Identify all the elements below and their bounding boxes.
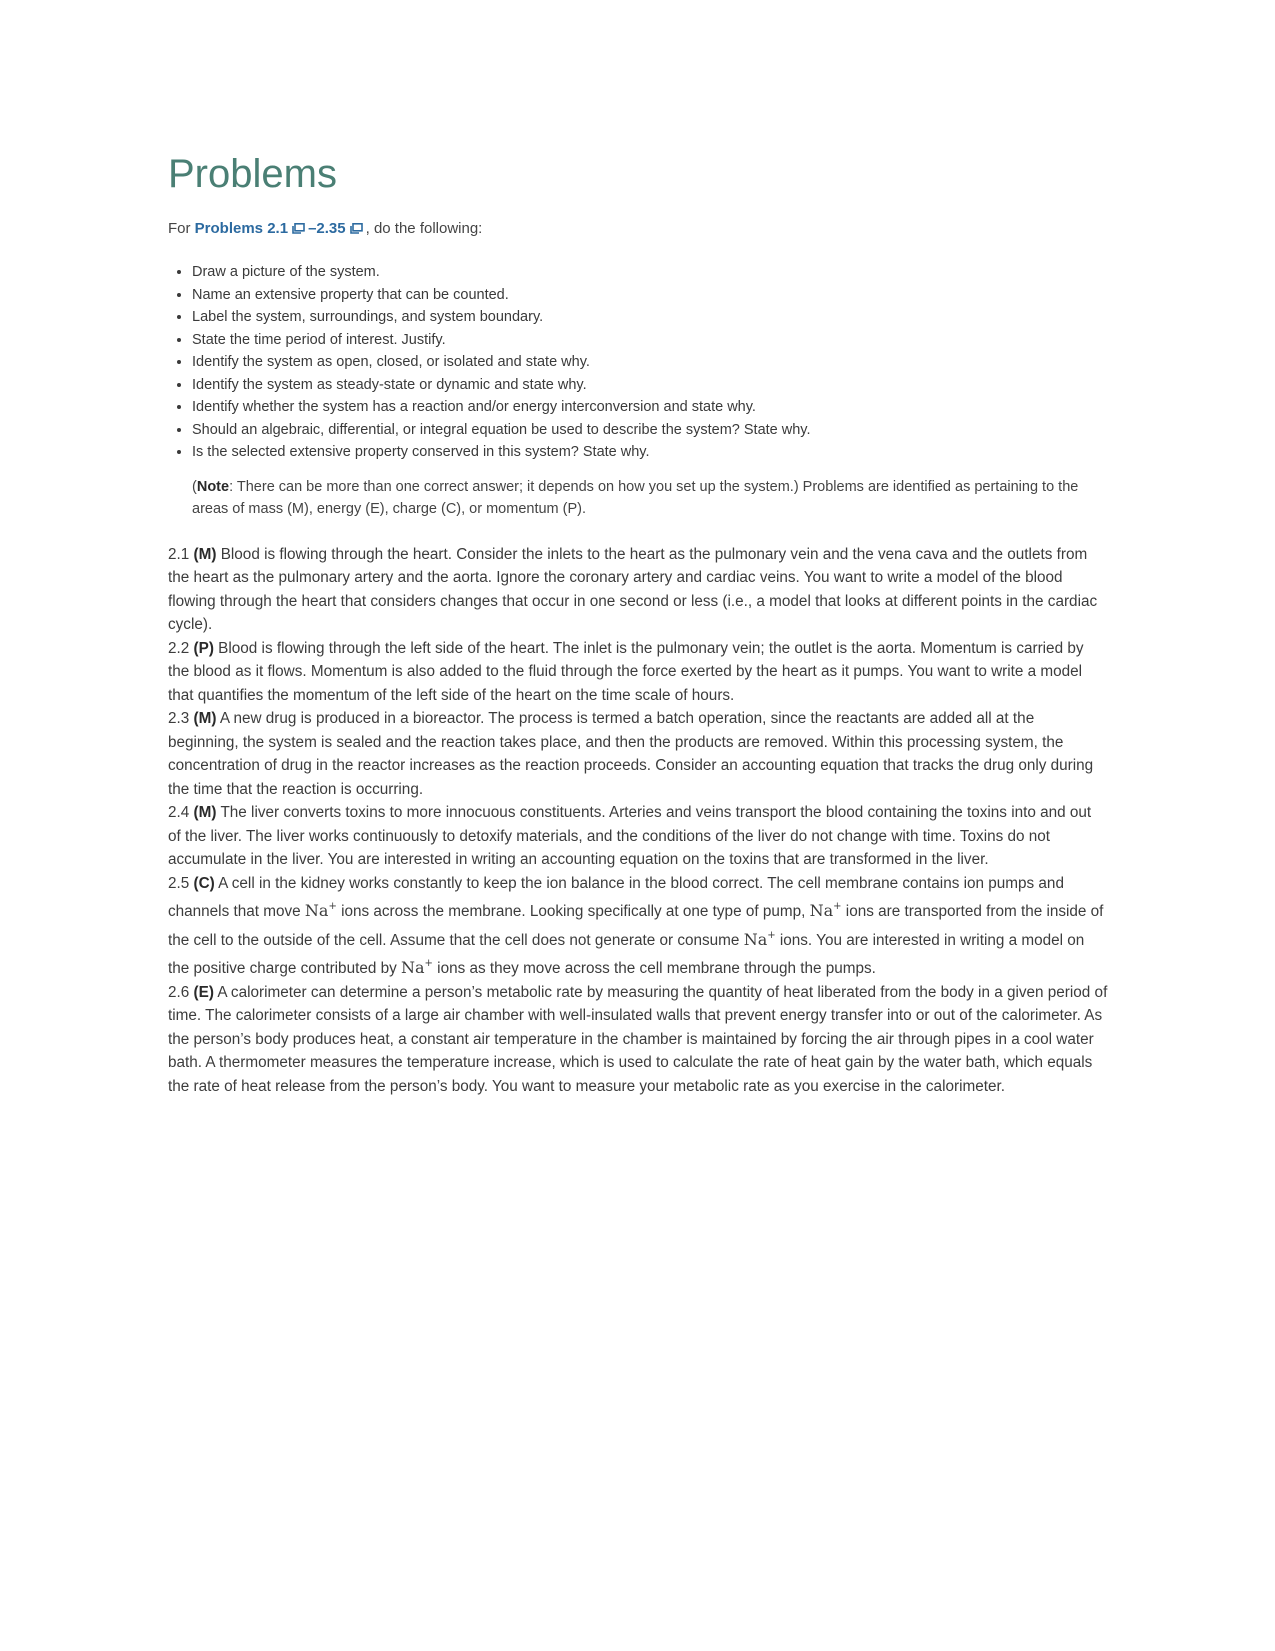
problem-2-2: [168, 637, 1108, 708]
list-item: • State the time period of interest. Justify.: [192, 329, 1108, 352]
problem-number: 2.2: [168, 639, 190, 657]
problem-text: Blood is flowing through the heart. Consider the inlets to the heart as the pulmonary vein and the vena cava and the outlets from the heart as the pulmonary artery and the aorta. Ignore the coronary artery and cardiac veins. You want to write a model of the blood flowing through the heart that considers changes that occur in one second or less (i.e., a model that looks at different points in the cardiac cycle).: [168, 545, 1098, 633]
list-item: • Draw a picture of the system.: [192, 261, 1108, 284]
problem-text: The liver converts toxins to more innocuous constituents. Arteries and veins transport the blood containing the toxins into and out of the liver. The liver works continuously to detoxify materials, and the conditions of the liver do not change with time. Toxins do not accumulate in the liver. You are interested in writing an accounting equation on the toxins that are transformed in the liver.: [168, 804, 1092, 868]
sodium-ion-symbol: [401, 958, 433, 977]
problem-area: (E): [193, 983, 214, 1001]
problem-text: Blood is flowing through the left side of the heart. The inlet is the pulmonary vein; the outlet is the aorta. Momentum is carried by the blood as it flows. Momentum is also added to the fluid through the force exerted by the heart as it pumps. You want to write a model that quantifies the momentum of the left side of the heart on the time scale of hours.: [168, 639, 1084, 704]
problem-text-segment: ions across the membrane. Looking specifically at one type of pump,: [336, 903, 810, 920]
problem-2-1: [168, 543, 1108, 637]
list-item: • Should an algebraic, differential, or integral equation be used to describe the system? State why.: [192, 419, 1108, 442]
problem-area: (M): [193, 545, 217, 563]
intro-prefix: For: [168, 220, 195, 237]
problem-number: 2.1: [168, 545, 190, 563]
document-page: [168, 150, 1108, 1098]
problem-list: [168, 543, 1108, 1099]
external-link-icon[interactable]: [350, 223, 363, 234]
problem-text-segment: ions as they move across the cell membrane through the pumps.: [432, 960, 876, 977]
na-charge: +: [833, 901, 842, 912]
problem-2-4: [168, 801, 1108, 872]
problem-text: A calorimeter can determine a person’s metabolic rate by measuring the quantity of heat liberated from the body in a given period of time. The calorimeter consists of a large air chamber with well-insulated walls that prevent energy transfer into or out of the calorimeter. As the person’s body produces heat, a constant air temperature in the chamber is maintained by forcing the air through pipes in a cool water bath. A thermometer measures the temperature increase, which is used to calculate the rate of heat gain by the water bath, which equals the rate of heat release from the person’s body. You want to measure your metabolic rate as you exercise in the calorimeter.: [168, 983, 1108, 1095]
intro-line: [168, 220, 1108, 237]
list-item: • Name an extensive property that can be counted.: [192, 284, 1108, 307]
note-open: (: [192, 478, 197, 495]
na-charge: +: [767, 929, 776, 941]
sodium-ion-symbol: [810, 901, 842, 920]
note-text: : There can be more than one correct answer; it depends on how you set up the system.) Problems are identified as pertaining to the areas of mass (M), energy (E), charge (C), or momentum (P).: [192, 478, 1079, 517]
na-symbol: Na: [743, 929, 768, 949]
note-label: Note: [196, 478, 230, 495]
page-title: Problems: [168, 152, 337, 196]
problem-link-end[interactable]: 2.35: [316, 220, 346, 237]
problem-area: (P): [193, 639, 214, 657]
problem-number: 2.5: [168, 874, 190, 892]
na-charge: +: [424, 958, 433, 969]
problem-area: (M): [193, 710, 217, 727]
intro-suffix: , do the following:: [365, 220, 483, 237]
problem-text-segment: ions. You are interested in writing a model on the positive charge contributed by: [168, 931, 1085, 977]
problem-2-6: [168, 981, 1108, 1099]
list-item: • Identify the system as open, closed, or isolated and state why.: [192, 351, 1108, 374]
problem-link-start[interactable]: Problems 2.1: [194, 220, 289, 237]
list-item: • Label the system, surroundings, and system boundary.: [192, 306, 1108, 329]
task-list: [168, 261, 1108, 464]
na-symbol: Na: [809, 901, 834, 920]
problem-text: A new drug is produced in a bioreactor. The process is termed a batch operation, since the reactants are added all at the beginning, the system is sealed and the reaction takes place, and then the products are removed. Within this processing system, the concentration of drug in the reactor increases as the reaction proceeds. Consider an accounting equation that tracks the drug only during the time that the reaction is occurring.: [168, 710, 1094, 798]
problem-area: (M): [193, 804, 217, 821]
intro-dash: –: [308, 220, 317, 237]
problem-2-3: [168, 707, 1108, 801]
problem-2-5: [168, 872, 1108, 981]
external-link-icon[interactable]: [292, 223, 305, 234]
problem-number: 2.6: [168, 983, 190, 1001]
problem-text-segment: ions are transported from the inside of the cell to the outside of the cell. Assume that the cell does not generate or consume: [168, 903, 1104, 949]
list-item: • Identify whether the system has a reaction and/or energy interconversion and state why.: [192, 396, 1108, 419]
na-symbol: Na: [401, 958, 425, 977]
list-item: • Is the selected extensive property conserved in this system? State why.: [192, 441, 1108, 464]
list-item: • Identify the system as steady-state or dynamic and state why.: [192, 374, 1108, 397]
problem-area: (C): [193, 874, 215, 892]
problem-number: 2.3: [168, 710, 190, 727]
problem-text-segment: A cell in the kidney works constantly to keep the ion balance in the blood correct. The cell membrane contains ion pumps and channels that move: [168, 874, 1064, 920]
note-paragraph: [192, 476, 1108, 521]
na-charge: +: [328, 901, 337, 912]
problem-number: 2.4: [168, 804, 190, 821]
sodium-ion-symbol: [305, 901, 337, 920]
sodium-ion-symbol: [744, 930, 776, 949]
na-symbol: Na: [304, 901, 329, 920]
